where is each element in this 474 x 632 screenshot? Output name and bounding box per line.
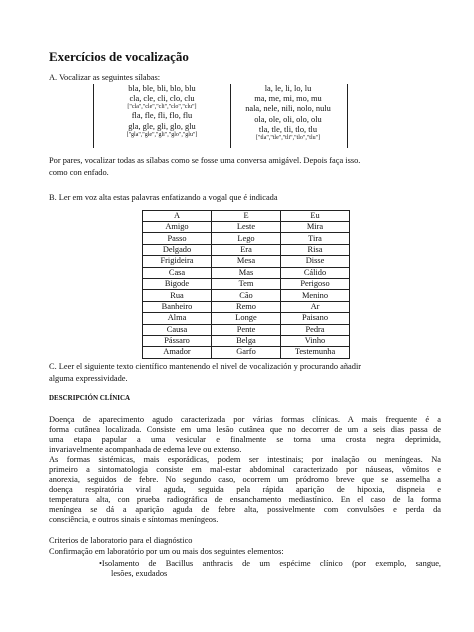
bullet-line: •Isolamento de Bacillus anthracis de um espécime clínico (por exemplo, sangue, — [99, 559, 441, 568]
syllable-line: nala, nele, nili, nolo, nulu — [245, 104, 331, 114]
syllable-line: tla, tle, tli, tlo, tlu — [258, 124, 318, 134]
syllable-line: fla, fle, fli, flo, flu — [131, 111, 193, 121]
table-row — [143, 347, 350, 358]
column-header: A — [143, 211, 212, 222]
table-cell: Alma — [143, 313, 212, 324]
table-cell: Pássaro — [143, 335, 212, 346]
table-cell: Amador — [143, 347, 212, 358]
syllable-line: ma, me, mi, mo, mu — [254, 94, 322, 104]
table-cell: Testemunha — [281, 347, 350, 358]
table-cell: Tira — [281, 233, 350, 244]
table-row — [143, 324, 350, 335]
syllable-line: cla, cle, cli, clo, clu — [129, 94, 195, 104]
section-c-text: alguma expressividade. — [49, 374, 128, 383]
table-cell: Pente — [212, 324, 281, 335]
paragraph-line: uma etapa papular a uma vesicular e finalmente se torna uma crosta negra deprimida, — [49, 435, 441, 444]
table-row — [143, 290, 350, 301]
page-title: Exercícios de vocalização — [49, 49, 189, 64]
table-cell: Bigode — [143, 278, 212, 289]
clinical-heading: DESCRIPCIÓN CLÍNICA — [49, 394, 131, 402]
paragraph-line: primeiro a sintomatologia consiste em mal-estar abdominal caracterizado por náuseas, vômitos e — [49, 465, 441, 474]
table-cell: Lego — [212, 233, 281, 244]
table-row — [143, 301, 350, 312]
table-row — [143, 233, 350, 244]
table-cell: Mas — [212, 267, 281, 278]
section-a-heading: A. Vocalizar as seguintes sílabas: — [49, 73, 161, 82]
table-cell: Banheiro — [143, 301, 212, 312]
table-cell: Causa — [143, 324, 212, 335]
table-cell: Frigideira — [143, 256, 212, 267]
syllable-line: la, le, li, lo, lu — [264, 84, 312, 93]
table-cell: Pedra — [281, 324, 350, 335]
table-cell: Delgado — [143, 244, 212, 255]
pairs-instruction: como con enfado. — [49, 168, 109, 177]
table-cell: Leste — [212, 222, 281, 233]
table-row — [143, 278, 350, 289]
table-cell: Risa — [281, 244, 350, 255]
table-row — [143, 256, 350, 267]
paragraph-line: forma cutânea localizada. Consiste em uma lesão cutânea que no decorrer de um a seis dias passa de — [49, 425, 441, 434]
paragraph-line: invariavelmente acompanhada de edema leve ou extenso. — [49, 445, 242, 454]
paragraph-line: Doença de aparecimento agudo caracterizada por várias formas clínicas. A mais frequente é a — [49, 415, 441, 424]
syllable-line: ola, ole, oli, olo, olu — [254, 114, 322, 124]
syllable-column-right — [229, 84, 348, 148]
syllable-box — [93, 84, 348, 148]
table-cell: Belga — [212, 335, 281, 346]
table-cell: Longe — [212, 313, 281, 324]
table-cell: Ar — [281, 301, 350, 312]
table-cell: Mira — [281, 222, 350, 233]
paragraph-line: As formas sistémicas, mais esporádicas, podem ser intestinais; por inalação ou meníngeas. Na — [49, 455, 441, 464]
table-row — [143, 244, 350, 255]
table-cell: Rua — [143, 290, 212, 301]
table-cell: Remo — [212, 301, 281, 312]
table-row — [143, 267, 350, 278]
syllable-line: gla, gle, gli, glo, glu — [128, 121, 196, 131]
table-cell: Passo — [143, 233, 212, 244]
column-header: Eu — [281, 211, 350, 222]
table-cell: Perigoso — [281, 278, 350, 289]
table-cell: Casa — [143, 267, 212, 278]
paragraph-line: anorexia, seguidos de febre. No segundo caso, ocorrem um pródromo breve que se assemelha a — [49, 475, 441, 484]
paragraph-line: meníngea se dá a aparição aguda de febre alta, possivelmente com convulsões e perda da — [49, 505, 441, 514]
pairs-instruction: Por pares, vocalizar todas as sílabas como se fosse uma conversa amigável. Depois faça isso. — [49, 156, 361, 165]
paragraph-2 — [49, 455, 441, 525]
criteria-heading: Criterios de laboratorio para el diagnóstico — [49, 536, 193, 545]
table-cell: Amigo — [143, 222, 212, 233]
paragraph-line: consciência, e outros sinais e síntomas meníngeos. — [49, 515, 219, 524]
syllable-list-small: ["cla","cle","cli","clo","clu"] — [127, 104, 197, 111]
table-cell: Mesa — [212, 256, 281, 267]
table-row — [143, 313, 350, 324]
column-header: E — [212, 211, 281, 222]
table-cell: Vinho — [281, 335, 350, 346]
paragraph-1 — [49, 415, 441, 455]
table-cell: Menino — [281, 290, 350, 301]
section-c-text: C. Leer el siguiente texto científico mantenendo el nivel de vocalización y procurando añadir — [49, 362, 362, 371]
table-cell: Cálido — [281, 267, 350, 278]
bullet-item — [99, 559, 441, 579]
table-header-row — [143, 211, 350, 222]
syllable-list-small: ["gla","gle","gli","glo","glu"] — [126, 131, 198, 138]
table-cell: Era — [212, 244, 281, 255]
criteria-text: Confirmação em laboratório por um ou mais dos seguintes elementos: — [49, 547, 284, 556]
table-row — [143, 222, 350, 233]
table-row — [143, 335, 350, 346]
syllable-column-left — [93, 84, 231, 148]
table-cell: Paisano — [281, 313, 350, 324]
syllable-line: bla, ble, bli, blo, blu — [128, 84, 196, 93]
vowel-words-table — [142, 210, 350, 359]
table-cell: Garfo — [212, 347, 281, 358]
paragraph-line: temperatura alta, con prueba radiográfica de ensanchamento mediastínico. En el caso de la forma — [49, 495, 441, 504]
bullet-line: lesões, exudados — [111, 569, 168, 578]
table-cell: Tem — [212, 278, 281, 289]
syllable-list-small: ["tla","tle","tli","tlo","tlu"] — [255, 135, 321, 142]
table-cell: Cão — [212, 290, 281, 301]
section-b-heading: B. Ler em voz alta estas palavras enfatizando a vogal que é indicada — [49, 193, 278, 202]
paragraph-line: doença respiratória viral aguda, seguida pela rápida aparição de hipoxia, dispneia e — [49, 485, 441, 494]
table-body — [143, 222, 350, 359]
table-cell: Disse — [281, 256, 350, 267]
